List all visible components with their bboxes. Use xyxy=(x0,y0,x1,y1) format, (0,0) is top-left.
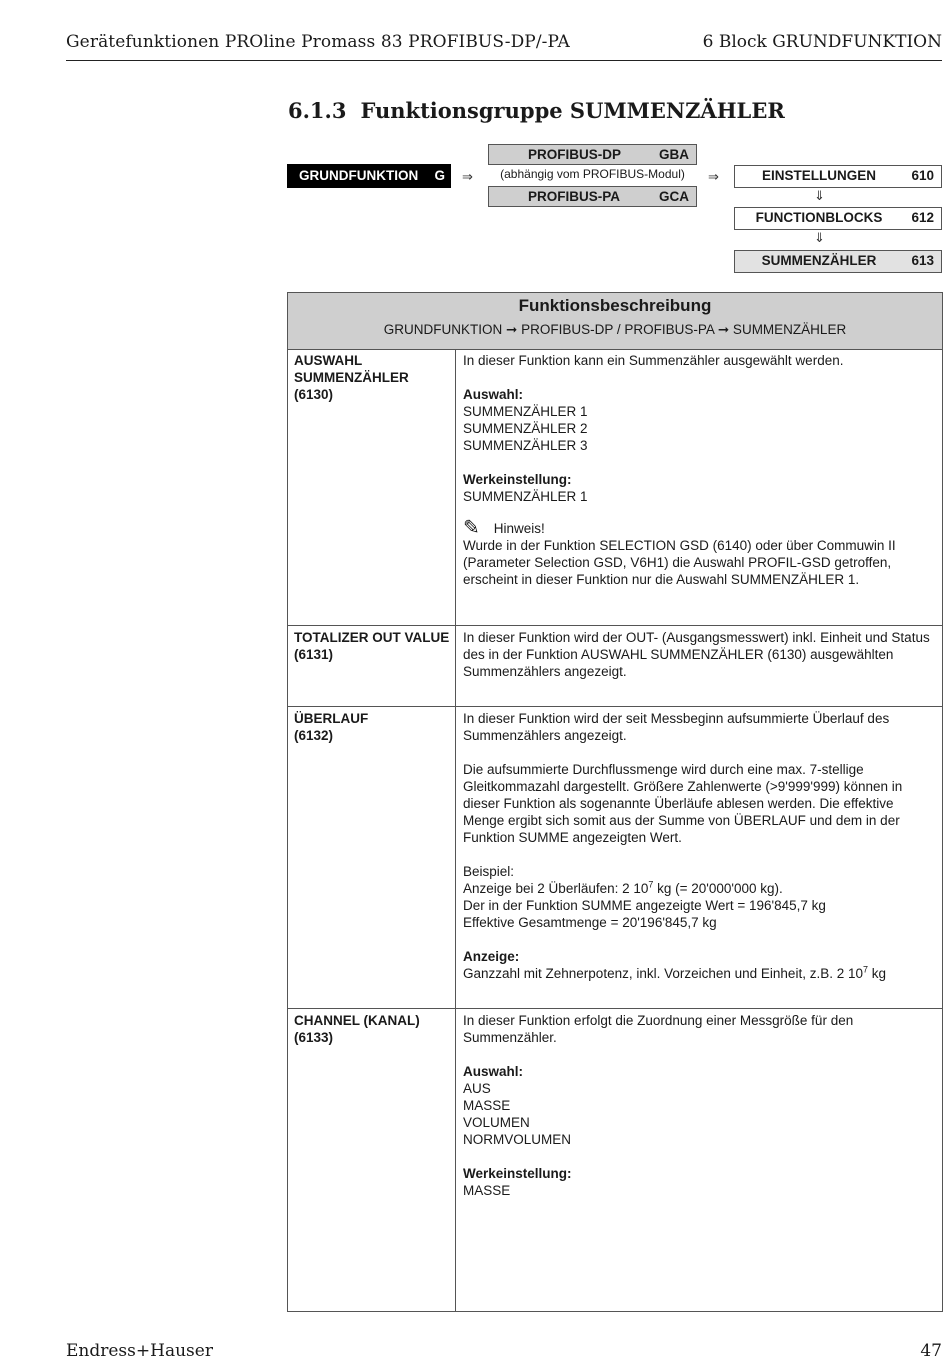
arrow-right-icon: ⇒ xyxy=(462,169,473,184)
choice-option: VOLUMEN xyxy=(463,1115,530,1130)
function-description: In dieser Funktion kann ein Summenzähler ausgewählt werden. Auswahl: SUMMENZÄHLER 1 SUMMENZÄHLER 2 SUMMENZÄHLER 3 Werkeinstellung: SUMMENZÄHLER 1 ✎ Hinweis! Wurde in der Funktion SELECTION GSD (6140) oder über Commuwin II (Parameter Selection GSD, V6H1) die Auswahl PROFIL-GSD getroffen, erscheint in dieser Funktion nur die Auswahl SUMMENZÄHLER 1. xyxy=(463,352,937,588)
arrow-down-icon: ⇓ xyxy=(814,230,825,245)
nav-box-code: GCA xyxy=(659,189,689,204)
choice-option: SUMMENZÄHLER 3 xyxy=(463,438,588,453)
function-name: AUSWAHL SUMMENZÄHLER (6130) xyxy=(294,352,454,403)
table-path: GRUNDFUNKTION ➞ PROFIBUS-DP / PROFIBUS-PA ➞ SUMMENZÄHLER xyxy=(383,322,847,337)
nav-box-label: GRUNDFUNKTION xyxy=(299,168,419,183)
note-text: Wurde in der Funktion SELECTION GSD (6140) oder über Commuwin II (Parameter Selection GSD, V6H1) die Auswahl PROFIL-GSD getroffen, erscheint in dieser Funktion nur die Auswahl SUMMENZÄHLER 1. xyxy=(463,538,896,587)
function-name: CHANNEL (KANAL) (6133) xyxy=(294,1012,454,1046)
table-row xyxy=(288,626,942,707)
choice-option: SUMMENZÄHLER 2 xyxy=(463,421,588,436)
page-number: 47 xyxy=(920,1341,942,1361)
nav-box-label: FUNCTIONBLOCKS xyxy=(755,210,883,225)
pencil-note-icon: ✎ xyxy=(463,517,480,539)
function-code: (6132) xyxy=(294,728,334,743)
table-row xyxy=(288,707,942,1009)
function-code: (6133) xyxy=(294,1030,334,1045)
section-number: 6.1.3 xyxy=(288,98,347,123)
function-code: (6131) xyxy=(294,647,334,662)
section-heading: Funktionsgruppe SUMMENZÄHLER xyxy=(360,98,785,123)
choice-option: SUMMENZÄHLER 1 xyxy=(463,404,588,419)
function-description: In dieser Funktion wird der seit Messbeginn aufsummierte Überlauf des Summenzählers angezeigt. Die aufsummierte Durchflussmenge wird durch eine max. 7-stellige Gleitkommazahl dargestellt. Größere Zahlenwerte (>9'999'999) können in dieser Funktion als sogenannte Überläufe ablesen werden. Die effektive Menge ergibt sich somit aus der Summe von ÜBERLAUF und dem in der Funktion SUMME angezeigten Wert. Beispiel: Anzeige bei 2 Überläufen: 2 $10^7$ kg (= 20'000'000 kg). Der in der Funktion SUMME angezeigte Wert = 196'845,7 kg Effektive Gesamtmenge = 20'196'845,7 kg Anzeige: Ganzzahl mit Zehnerpotenz, inkl. Vorzeichen und Einheit, z.B. 2 $10^7$ kg xyxy=(463,711,903,981)
nav-box-code: 610 xyxy=(911,168,934,183)
header-rule xyxy=(66,60,942,61)
arrow-down-icon: ⇓ xyxy=(814,188,825,203)
nav-box-einstellungen xyxy=(734,165,942,188)
default-value: SUMMENZÄHLER 1 xyxy=(463,489,588,504)
table-row xyxy=(288,1009,942,1311)
choice-option: MASSE xyxy=(463,1098,511,1113)
table-header xyxy=(288,293,942,350)
choice-option: NORMVOLUMEN xyxy=(463,1132,572,1147)
nav-dependency-note: (abhängig vom PROFIBUS-Modul) xyxy=(500,167,685,181)
nav-box-label: EINSTELLUNGEN xyxy=(761,168,876,183)
nav-box-label: PROFIBUS-PA xyxy=(528,189,621,204)
nav-box-summenzaehler xyxy=(734,250,942,273)
nav-box-code: 612 xyxy=(911,210,934,225)
table-title: Funktionsbeschreibung xyxy=(518,296,712,315)
nav-box-code: GBA xyxy=(659,147,689,162)
choice-option: AUS xyxy=(463,1081,491,1096)
function-name: ÜBERLAUF (6132) xyxy=(294,710,454,744)
running-header-chapter: 6 Block GRUNDFUNKTION xyxy=(702,32,942,52)
function-name: TOTALIZER OUT VALUE (6131) xyxy=(294,629,454,663)
function-description-table xyxy=(287,292,943,1312)
function-code: (6130) xyxy=(294,387,334,402)
nav-box-label: SUMMENZÄHLER xyxy=(761,253,877,268)
footer-brand: Endress+Hauser xyxy=(66,1341,213,1361)
table-row xyxy=(288,349,942,626)
nav-box-code: 613 xyxy=(911,253,934,268)
default-value: MASSE xyxy=(463,1183,511,1198)
note-heading: Hinweis! xyxy=(493,521,545,536)
running-header-title: Gerätefunktionen PROline Promass 83 PROFIBUS-DP/-PA xyxy=(66,32,570,52)
nav-box-functionblocks xyxy=(734,207,942,230)
arrow-right-icon: ⇒ xyxy=(708,169,719,184)
function-description: In dieser Funktion erfolgt die Zuordnung einer Messgröße für den Summenzähler. Auswahl: AUS MASSE VOLUMEN NORMVOLUMEN Werkeinstellung: MASSE xyxy=(463,1013,854,1198)
nav-box-label: PROFIBUS-DP xyxy=(528,147,622,162)
nav-box-code: G xyxy=(434,168,445,183)
function-description: In dieser Funktion wird der OUT- (Ausgangsmesswert) inkl. Einheit und Status des in der Funktion AUSWAHL SUMMENZÄHLER (6130) ausgewählten Summenzählers angezeigt. xyxy=(463,630,930,679)
section-title xyxy=(288,98,785,123)
nav-box-profibus-pa xyxy=(488,186,697,207)
nav-box-grundfunktion xyxy=(287,164,451,188)
nav-box-profibus-dp xyxy=(488,144,697,165)
